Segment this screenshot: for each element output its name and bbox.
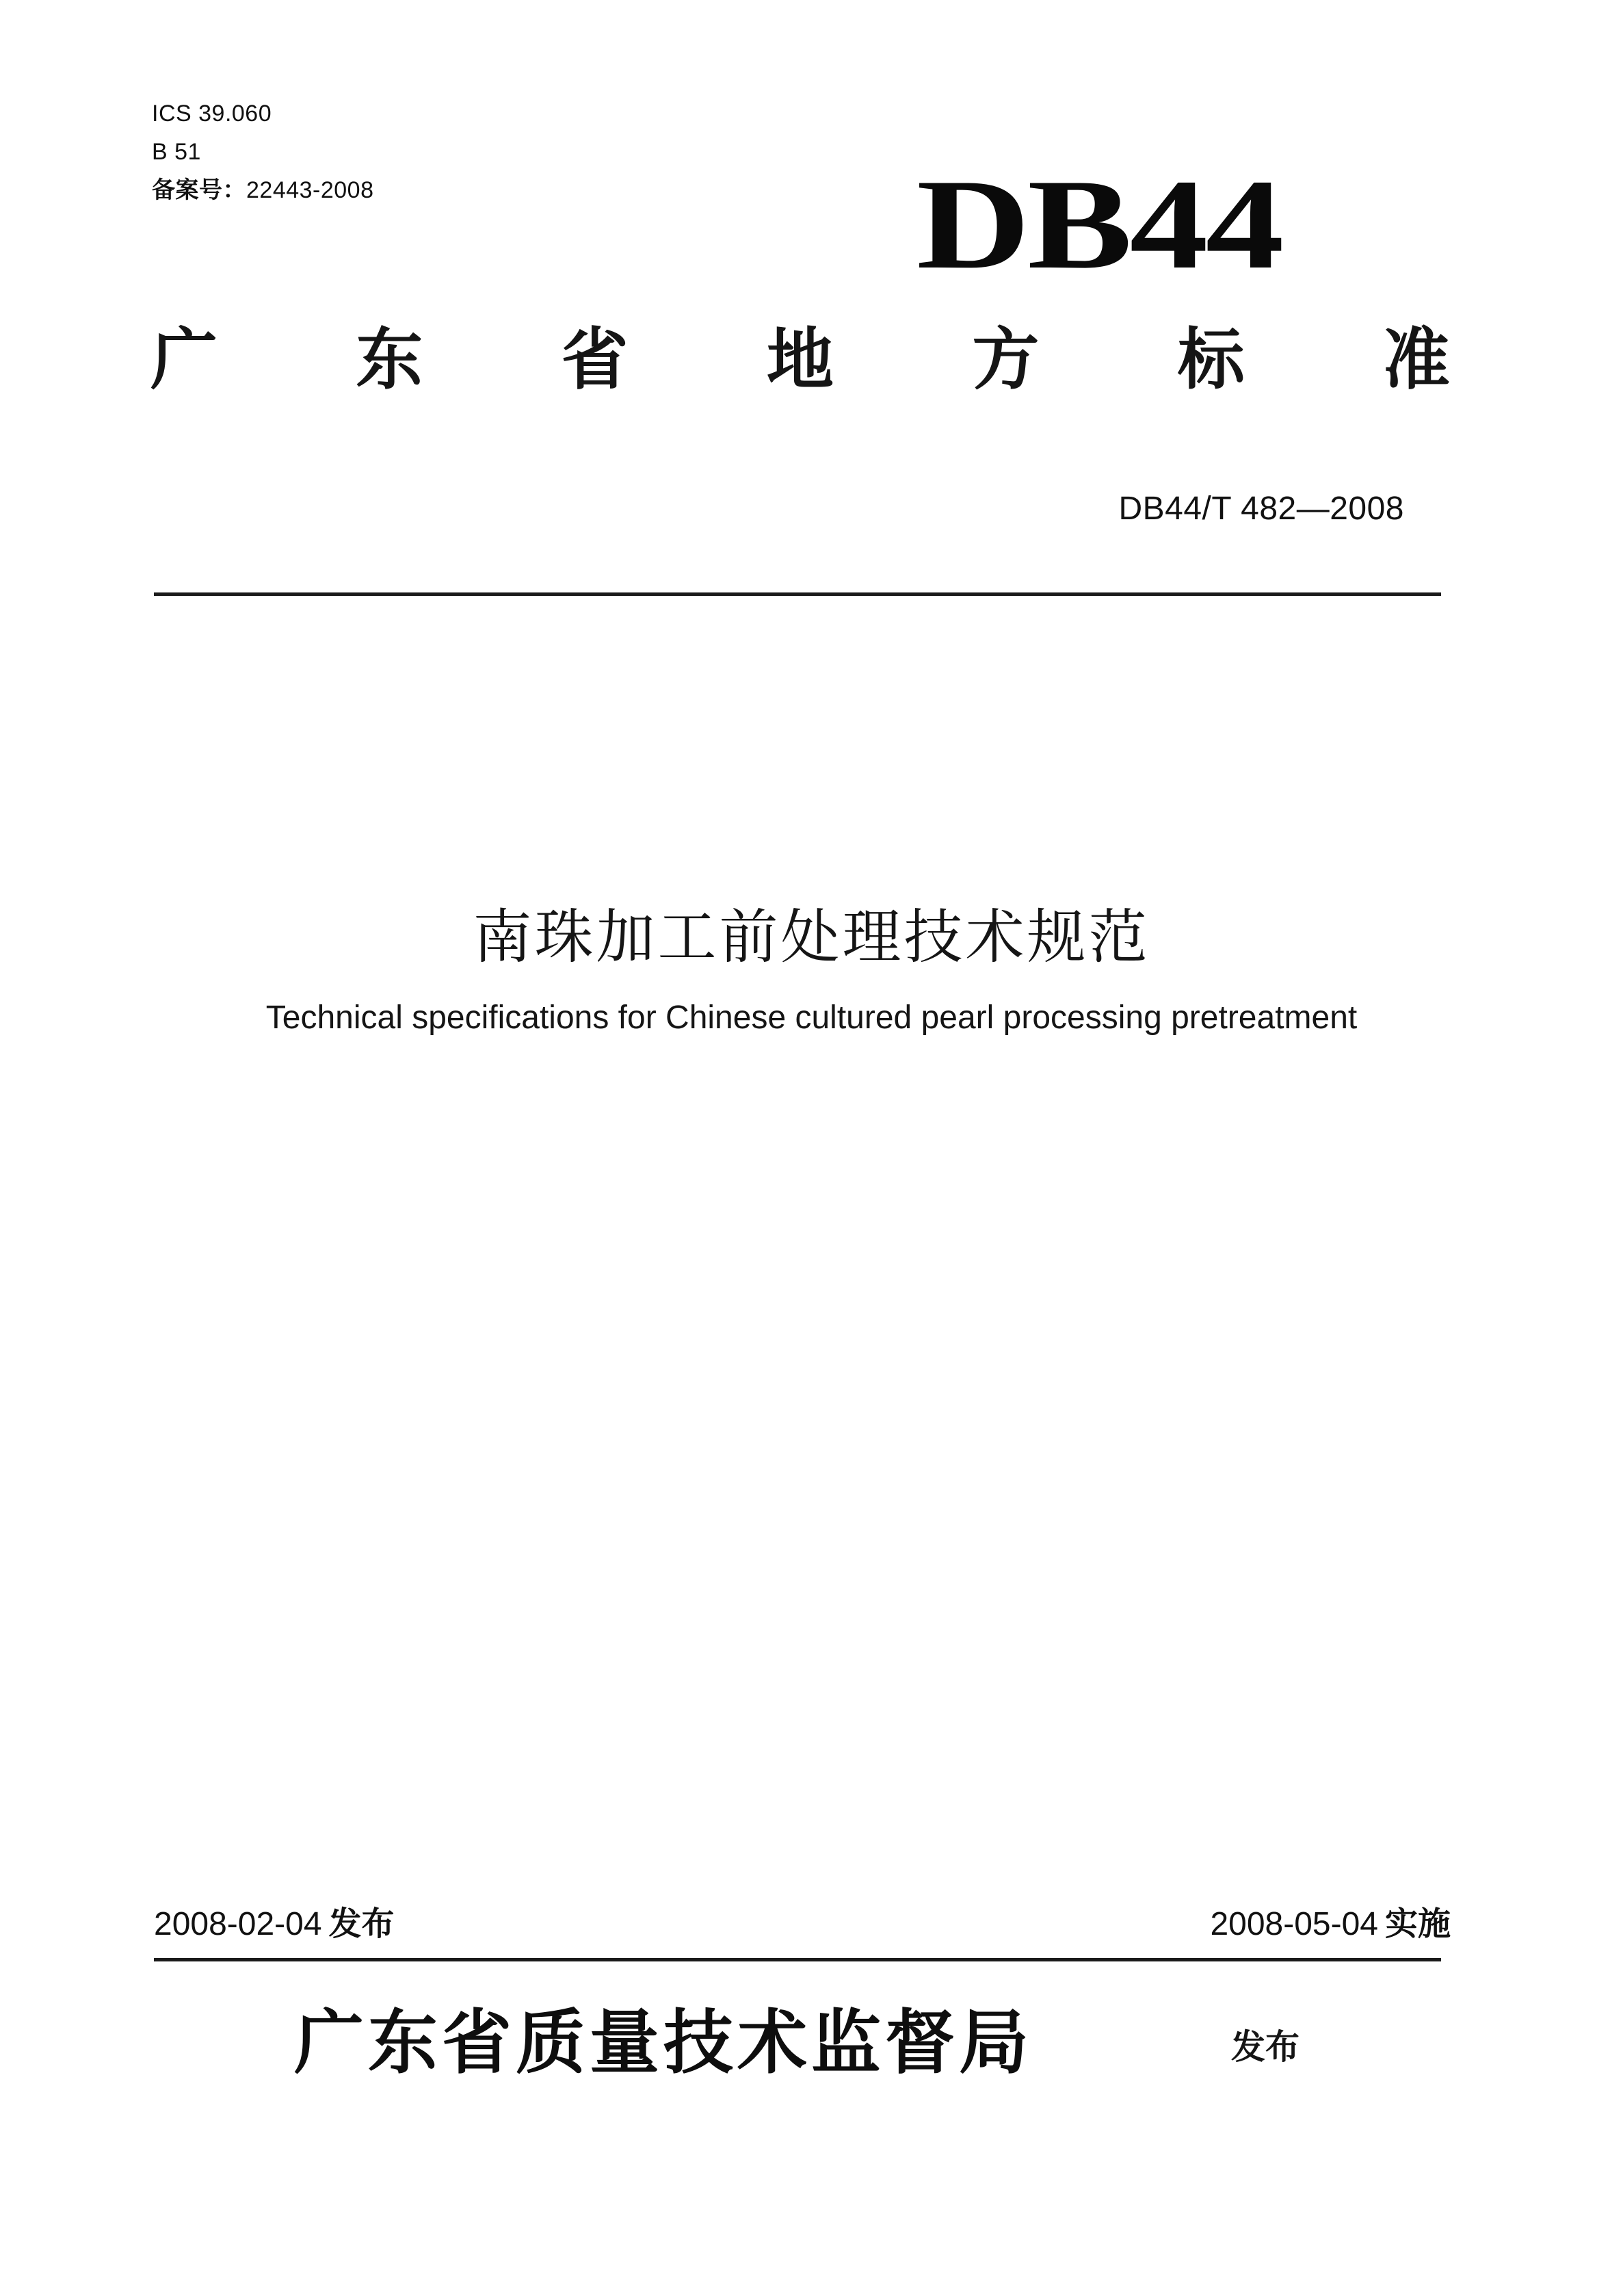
ics-code: ICS 39.060 <box>152 101 272 127</box>
ccs-code: B 51 <box>152 139 201 165</box>
issuing-label: 发布 <box>1231 2027 1299 2067</box>
document-title-chinese: 南珠加工前处理技术规范 <box>473 903 1150 971</box>
top-divider <box>154 592 1441 596</box>
db44-logo: DB44 <box>916 152 1282 296</box>
implementation-date: 2008-05-04 <box>1210 1906 1378 1942</box>
record-number-line <box>152 177 374 204</box>
record-number: 22443-2008 <box>246 177 374 203</box>
issue-date: 2008-02-04 <box>154 1906 322 1942</box>
standard-type-char: 东 <box>356 321 423 399</box>
implementation-date-line <box>1210 1903 1451 1945</box>
standard-type-heading <box>150 312 1450 408</box>
issuing-authority: 广东省质量技术监督局 <box>294 2002 1033 2084</box>
standard-type-char: 准 <box>1382 321 1450 399</box>
standard-type-char: 地 <box>766 321 834 399</box>
standard-number: DB44/T 482—2008 <box>1118 491 1404 527</box>
standard-type-char: 方 <box>972 321 1040 399</box>
implementation-label: 实施 <box>1384 1905 1451 1943</box>
standard-type-char: 省 <box>561 321 629 399</box>
record-label: 备案号： <box>152 177 246 203</box>
issue-label: 发布 <box>328 1905 395 1943</box>
document-title-english: Technical specifications for Chinese cultured pearl processing pretreatment <box>265 1000 1358 1036</box>
issue-date-line <box>154 1903 395 1945</box>
standard-type-char: 标 <box>1177 321 1245 399</box>
bottom-divider <box>154 1958 1441 1961</box>
standard-type-char: 广 <box>150 321 218 399</box>
